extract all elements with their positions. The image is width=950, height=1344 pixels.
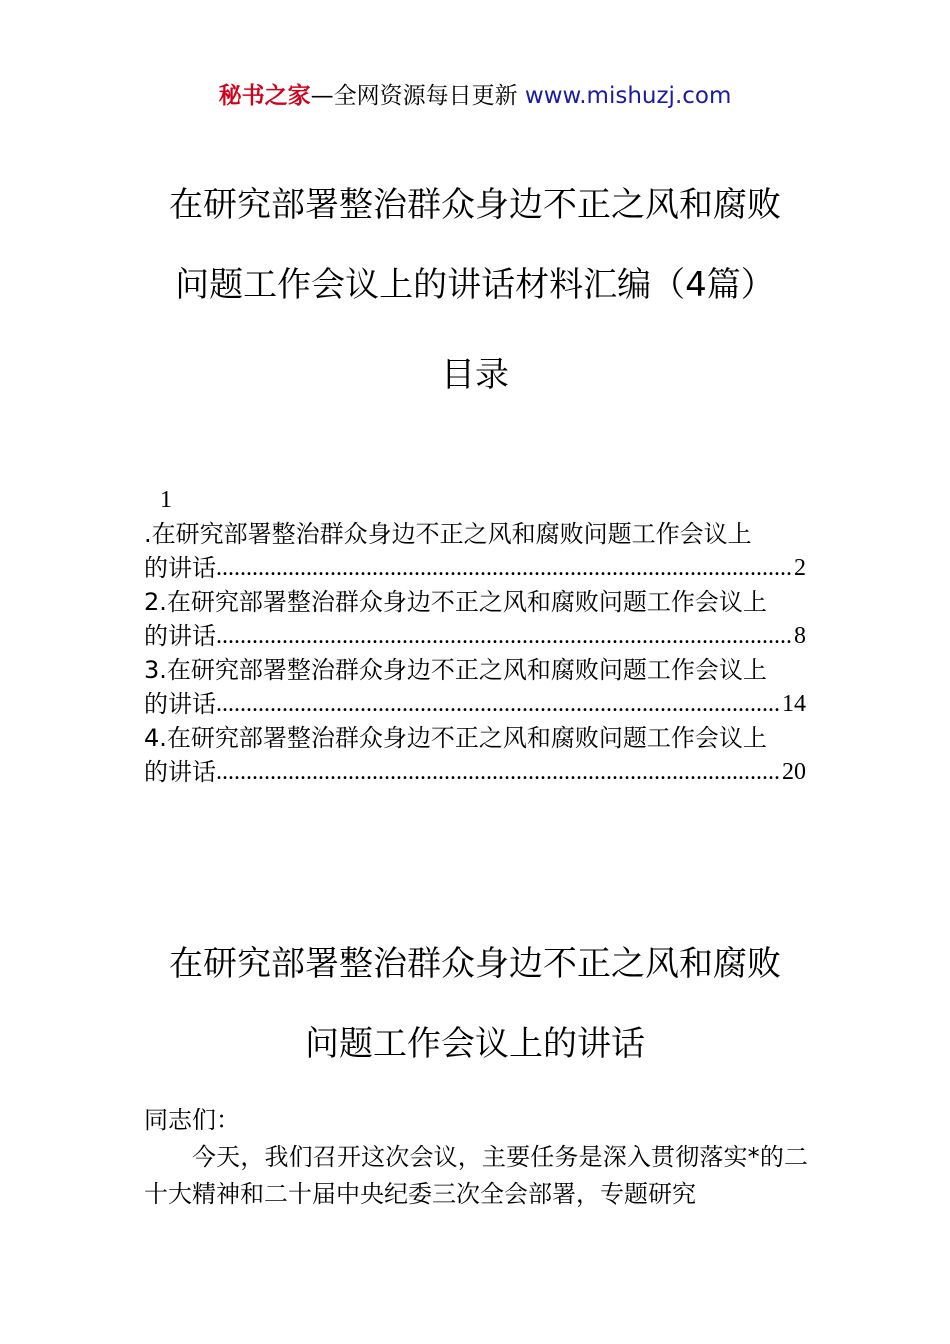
toc-item-title: .在研究部署整治群众身边不正之风和腐败问题工作会议上 xyxy=(144,520,752,548)
toc-item-title: 4.在研究部署整治群众身边不正之风和腐败问题工作会议上 xyxy=(144,724,767,752)
toc-leader-dots xyxy=(216,619,792,653)
toc-item[interactable] xyxy=(144,653,806,721)
toc-item-page: 8 xyxy=(794,623,806,649)
toc-item[interactable] xyxy=(144,585,806,653)
site-brand: 秘书之家 xyxy=(218,83,311,109)
body-paragraph: 今天，我们召开这次会议，主要任务是深入贯彻落实*的二十大精神和二十届中央纪委三次全会部署，专题研究 xyxy=(144,1143,808,1208)
toc-item-page: 2 xyxy=(794,555,806,581)
site-tagline: —全网资源每日更新 xyxy=(310,83,518,109)
toc-item-title-cont: 的讲话 xyxy=(144,554,216,582)
toc-first-number: 1 xyxy=(160,487,172,513)
section-title xyxy=(0,924,950,1084)
toc-leader-dots xyxy=(216,551,792,585)
site-url-link[interactable]: www.mishuzj.com xyxy=(524,83,732,109)
toc-item-title-cont: 的讲话 xyxy=(144,622,216,650)
speech-body xyxy=(144,1102,808,1213)
site-header xyxy=(0,80,950,112)
toc-leader-dots xyxy=(216,755,780,789)
toc-item-title: 3.在研究部署整治群众身边不正之风和腐败问题工作会议上 xyxy=(144,656,767,684)
toc-item-page: 20 xyxy=(782,759,806,785)
toc-item-title-cont: 的讲话 xyxy=(144,758,216,786)
section-title-line-2: 问题工作会议上的讲话 xyxy=(305,1024,645,1064)
salutation: 同志们： xyxy=(144,1106,240,1134)
document-title-line-1: 在研究部署整治群众身边不正之风和腐败 xyxy=(169,185,781,225)
table-of-contents xyxy=(144,483,806,789)
toc-item[interactable] xyxy=(144,517,806,585)
document-title-line-2: 问题工作会议上的讲话材料汇编（4篇） xyxy=(175,265,775,305)
toc-leader-dots xyxy=(216,687,780,721)
toc-item-title-cont: 的讲话 xyxy=(144,690,216,718)
toc-item-title: 2.在研究部署整治群众身边不正之风和腐败问题工作会议上 xyxy=(144,588,767,616)
toc-heading: 目录 xyxy=(441,355,509,395)
toc-item-page: 14 xyxy=(782,691,806,717)
section-title-line-1: 在研究部署整治群众身边不正之风和腐败 xyxy=(169,944,781,984)
document-title xyxy=(0,165,950,325)
toc-item[interactable] xyxy=(144,721,806,789)
